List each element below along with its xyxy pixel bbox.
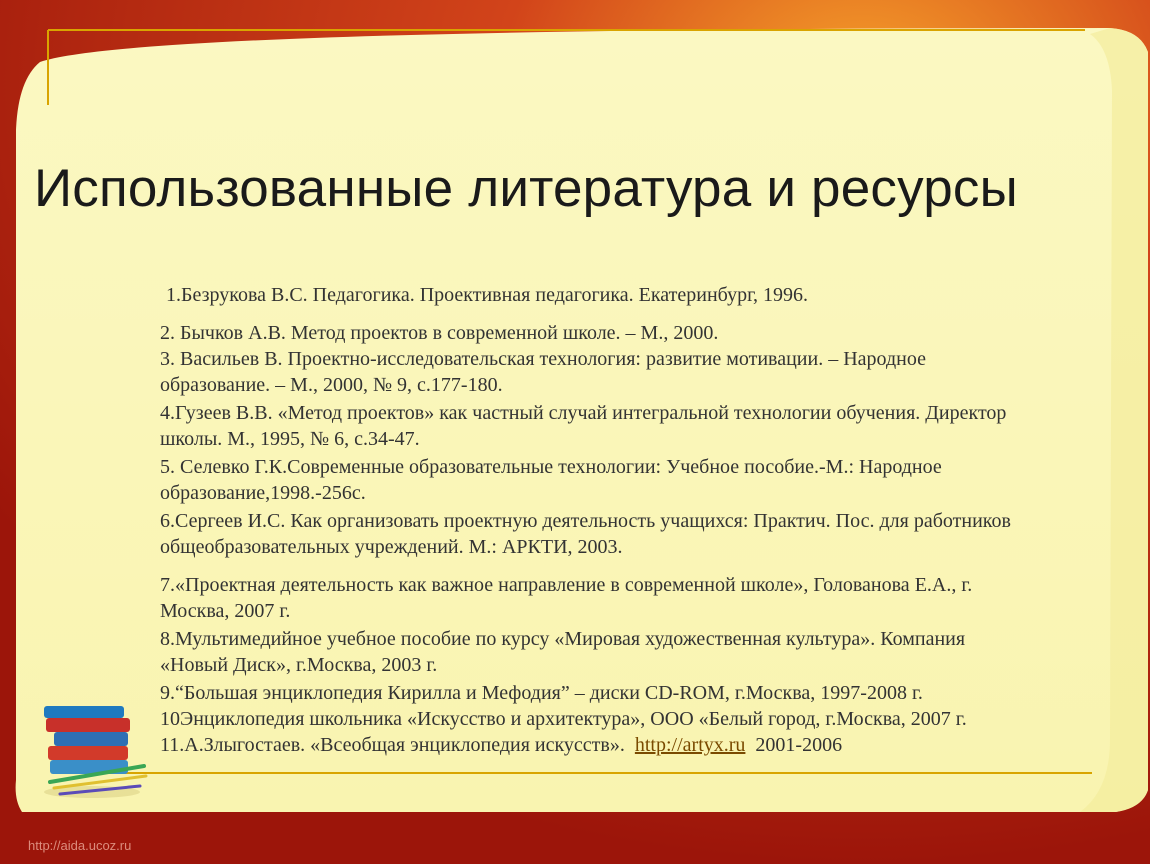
references-list: [160, 282, 1135, 758]
reference-line: 7.«Проектная деятельность как важное направление в современной школе», Голованова Е.А., г.: [160, 574, 973, 596]
reference-line: образование. – М., 2000, № 9, с.177-180.: [160, 374, 503, 396]
reference-line: Москва, 2007 г.: [160, 600, 291, 622]
reference-line: 4.Гузеев В.В. «Метод проектов» как частный случай интегральной технологии обучения. Директор: [160, 402, 1007, 424]
reference-line: 10Энциклопедия школьника «Искусство и архитектура», ООО «Белый город, г.Москва, 2007 г.: [160, 708, 967, 730]
reference-line: школы. М., 1995, № 6, с.34-47.: [160, 428, 420, 450]
reference-line: 2. Бычков А.В. Метод проектов в современной школе. – М., 2000.: [160, 322, 719, 344]
reference-line-last: [160, 732, 1135, 758]
reference-line: 5. Селевко Г.К.Современные образовательные технологии: Учебное пособие.-М.: Народное: [160, 456, 942, 478]
reference-line: 6.Сергеев И.С. Как организовать проектную деятельность учащихся: Практич. Пос. для работников: [160, 510, 1011, 532]
reference-line: «Новый Диск», г.Москва, 2003 г.: [160, 654, 438, 676]
reference-line: 9.“Большая энциклопедия Кирилла и Мефодия” – диски CD-ROM, г.Москва, 1997-2008 г.: [160, 682, 923, 704]
artyx-link[interactable]: http://artyx.ru: [634, 734, 746, 756]
reference-years: 2001-2006: [745, 734, 843, 756]
reference-line: 1.Безрукова В.С. Педагогика. Проективная педагогика. Екатеринбург, 1996.: [166, 284, 809, 306]
footer-url: http://aida.ucoz.ru: [28, 838, 132, 853]
reference-text: 11.А.Злыгостаев. «Всеобщая энциклопедия искусств».: [160, 734, 635, 756]
books-stack-icon: [40, 706, 150, 806]
reference-line: образование,1998.-256с.: [160, 482, 366, 504]
reference-line: 8.Мультимедийное учебное пособие по курсу «Мировая художественная культура». Компания: [160, 628, 966, 650]
reference-line: 3. Васильев В. Проектно-исследовательская технология: развитие мотивации. – Народное: [160, 348, 926, 370]
slide-title: Использованные литература и ресурсы: [34, 159, 1018, 218]
reference-line: общеобразовательных учреждений. М.: АРКТИ, 2003.: [160, 536, 623, 558]
